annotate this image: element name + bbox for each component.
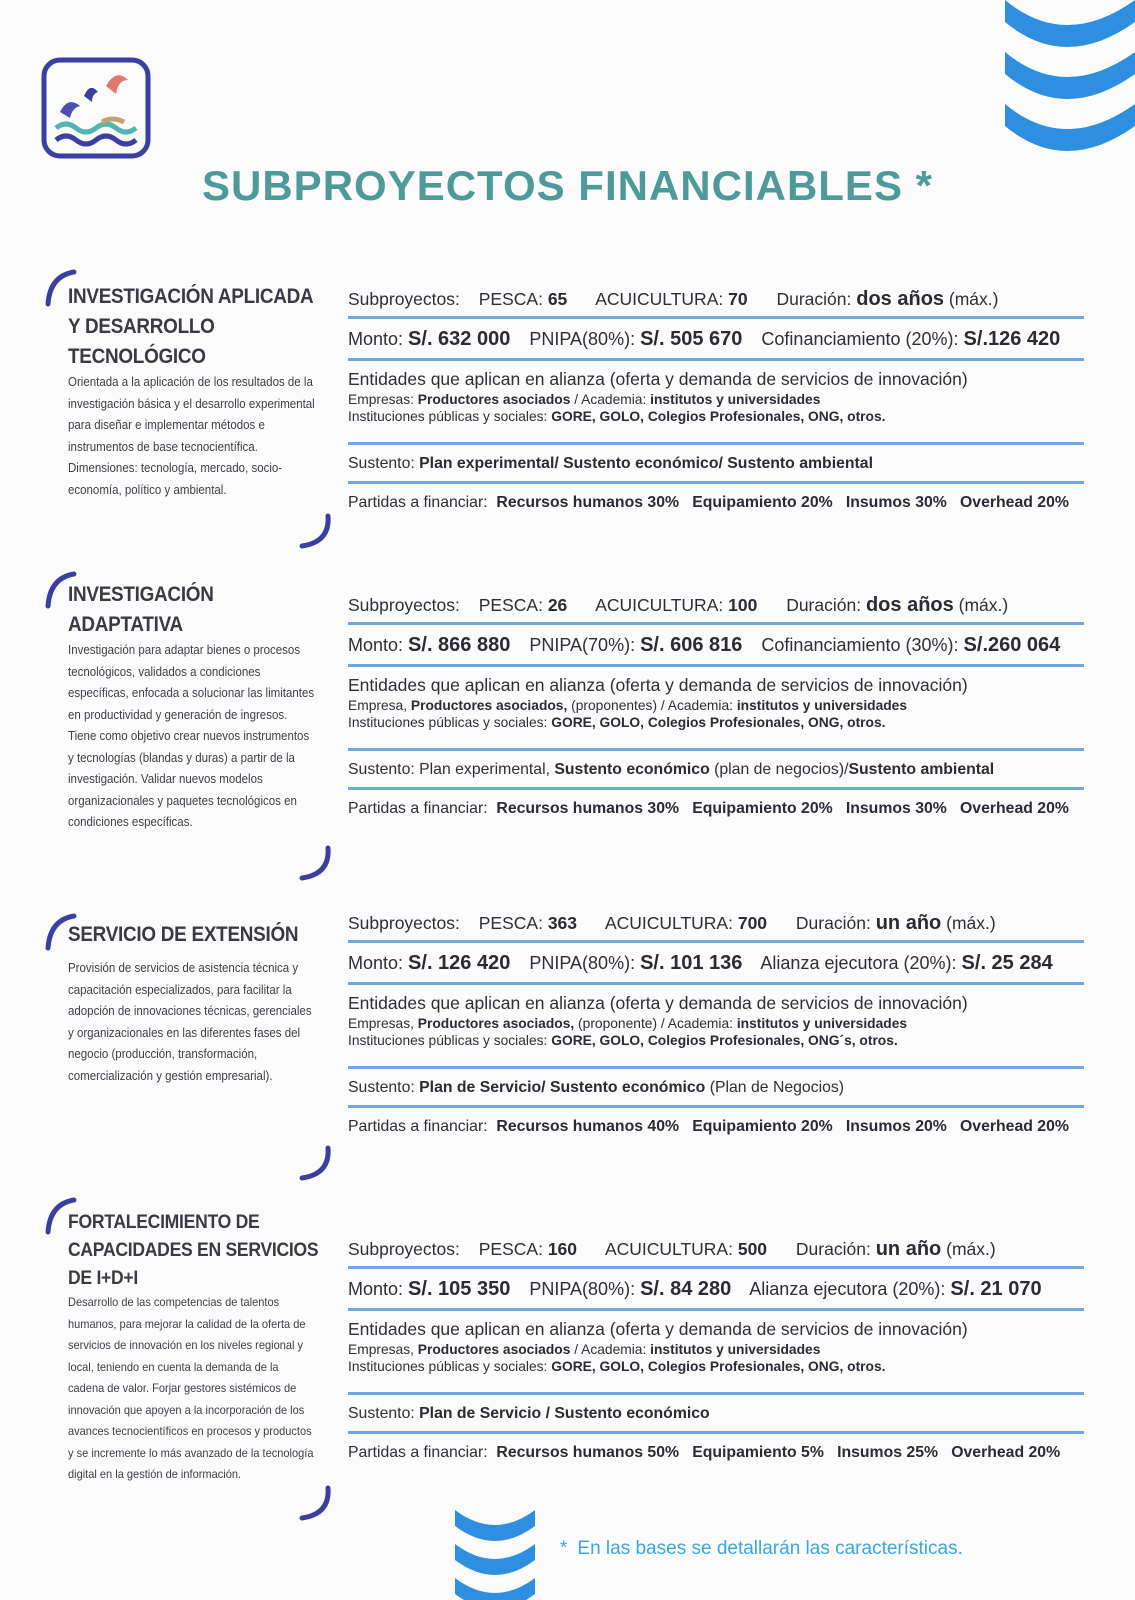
sustento-row: Sustento: Plan de Servicio/ Sustento económico (Plan de Negocios) [348,1075,1084,1108]
section-description: Provisión de servicios de asistencia técnica y capacitación especializados, para facilitar la adopción de innovaciones técnicas, gerenciales y organizacionales en las diferentes fases del negocio (producción, transformación, comercialización y gestión empresarial). [68,961,312,1083]
page-title: SUBPROYECTOS FINANCIABLES * [202,162,933,209]
section-description: Orientada a la aplicación de los resultados de la investigación básica y el desarrollo experimental para diseñar e implementar métodos e instrumentos de base tecnocientífica. Dimensiones: tecnología, mercado, socio-economía, político y ambiental. [68,375,315,497]
sustento-row: Sustento: Plan de Servicio / Sustento económico [348,1401,1084,1434]
partidas-row: Partidas a financiar: Recursos humanos 50% Equipamiento 5% Insumos 25% Overhead 20% [348,1444,1061,1461]
section-title: FORTALECIMIENTO DE CAPACIDADES EN SERVICIOS DE I+D+I [68,1211,319,1289]
section-title: INVESTIGACIÓN ADAPTATIVA [68,583,214,636]
subproyectos-row: Subproyectos: PESCA: 363 ACUICULTURA: 700 Duración: un año (máx.) [348,910,1084,943]
entidades-row: Entidades que aplican en alianza (oferta y demanda de servicios de innovación) Empresas, Productores asociados, (proponente) / Academia: institutos y universidades Instituciones públicas y sociales: GORE, GOLO, Colegios Profesionales, ONG´s, otros. [348,991,1084,1069]
arc-decoration-icon [298,1142,338,1182]
subproyectos-row: Subproyectos: PESCA: 26 ACUICULTURA: 100 Duración: dos años (máx.) [348,592,1084,625]
subproyectos-row: Subproyectos: PESCA: 160 ACUICULTURA: 500 Duración: un año (máx.) [348,1236,1084,1269]
partidas-row: Partidas a financiar: Recursos humanos 40% Equipamiento 20% Insumos 20% Overhead 20% [348,1118,1069,1135]
arc-decoration-icon [298,1482,338,1522]
monto-row: Monto: S/. 126 420 PNIPA(80%): S/. 101 136 Alianza ejecutora (20%): S/. 25 284 [348,949,1084,985]
sustento-row: Sustento: Plan experimental, Sustento económico (plan de negocios)/Sustento ambiental [348,757,1084,790]
partidas-row: Partidas a financiar: Recursos humanos 30% Equipamiento 20% Insumos 30% Overhead 20% [348,800,1069,817]
sustento-row: Sustento: Plan experimental/ Sustento económico/ Sustento ambiental [348,451,1084,484]
fish-logo-icon [40,56,152,160]
entidades-row: Entidades que aplican en alianza (oferta y demanda de servicios de innovación) Empresas: Productores asociados / Academia: institutos y universidades Instituciones públicas y sociales: GORE, GOLO, Colegios Profesionales, ONG, otros. [348,367,1084,445]
section-description: Desarrollo de las competencias de talentos humanos, para mejorar la calidad de la oferta de servicios de innovación en los niveles regional y local, teniendo en cuenta la demanda de la cadena de valor. Forjar gestores sistémicos de innovación que apoyen a la incorporación de los avances tecnocientíficos en procesos y productos y se incremente lo más avanzado de la tecnología digital en la gestión de información. [68,1295,314,1481]
monto-row: Monto: S/. 632 000 PNIPA(80%): S/. 505 670 Cofinanciamiento (20%): S/.126 420 [348,325,1084,361]
monto-row: Monto: S/. 866 880 PNIPA(70%): S/. 606 816 Cofinanciamiento (30%): S/.260 064 [348,631,1084,667]
subproyectos-row: Subproyectos: PESCA: 65 ACUICULTURA: 70 Duración: dos años (máx.) [348,286,1084,319]
footnote: * En las bases se detallarán las características. [560,1538,963,1559]
section-title: INVESTIGACIÓN APLICADA Y DESARROLLO TECNOLÓGICO [68,285,314,368]
entidades-row: Entidades que aplican en alianza (oferta y demanda de servicios de innovación) Empresa, Productores asociados, (proponentes) / Academia: institutos y universidades Instituciones públicas y sociales: GORE, GOLO, Colegios Profesionales, ONG, otros. [348,673,1084,751]
monto-row: Monto: S/. 105 350 PNIPA(80%): S/. 84 280 Alianza ejecutora (20%): S/. 21 070 [348,1275,1084,1311]
section-description: Investigación para adaptar bienes o procesos tecnológicos, validados a condiciones específicas, enfocada a solucionar las limitantes en productividad y generación de ingresos. Tiene como objetivo crear nuevos instrumentos y tecnologías (blandas y duras) a partir de la investigación. Validar nuevos modelos organizacionales y paquetes tecnológicos en condiciones específicas. [68,643,315,829]
partidas-row: Partidas a financiar: Recursos humanos 30% Equipamiento 20% Insumos 30% Overhead 20% [348,494,1069,511]
entidades-row: Entidades que aplican en alianza (oferta y demanda de servicios de innovación) Empresas, Productores asociados / Academia: institutos y universidades Instituciones públicas y sociales: GORE, GOLO, Colegios Profesionales, ONG, otros. [348,1317,1084,1395]
section-title: SERVICIO DE EXTENSIÓN [68,923,299,946]
chevron-decoration-icon [1005,0,1135,170]
arc-decoration-icon [298,510,338,550]
arc-decoration-icon [298,842,338,882]
chevron-decoration-icon [455,1508,535,1600]
